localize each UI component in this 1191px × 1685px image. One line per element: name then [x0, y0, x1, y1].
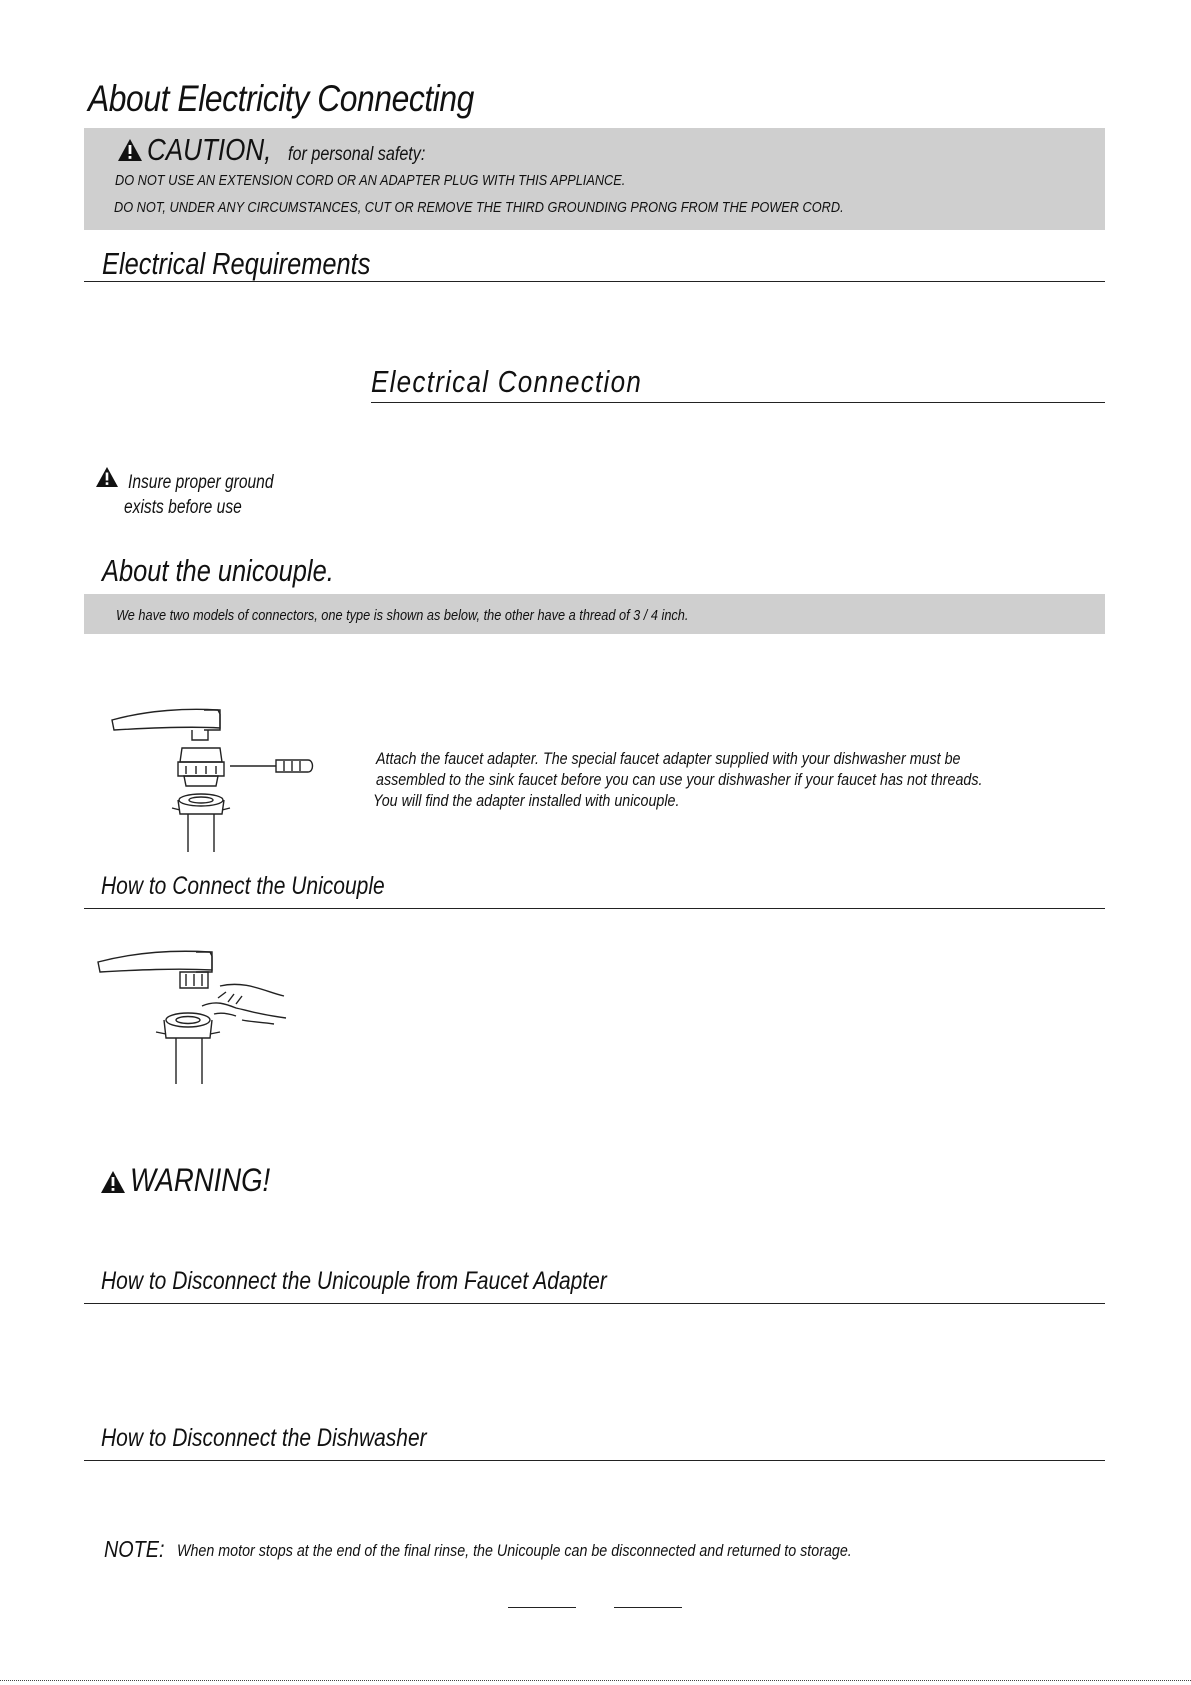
page-bottom-border	[0, 1680, 1191, 1681]
note-text: When motor stops at the end of the final rinse, the Unicouple can be disconnected and returned to storage.	[177, 1541, 852, 1560]
ground-note-line-2: exists before use	[124, 497, 242, 518]
caution-label: CAUTION,	[147, 132, 272, 167]
caution-suffix: for personal safety:	[288, 144, 426, 165]
page-title: About Electricity Connecting	[88, 78, 474, 119]
adapter-text-line-1: Attach the faucet adapter. The special faucet adapter supplied with your dishwasher must be	[376, 749, 961, 768]
adapter-text-line-2: assembled to the sink faucet before you can use your dishwasher if your faucet has not threads.	[376, 770, 983, 789]
warning-icon	[100, 1170, 126, 1194]
caution-heading	[117, 132, 450, 168]
connect-heading: How to Connect the Unicouple	[101, 872, 385, 900]
electrical-requirements-heading: Electrical Requirements	[102, 246, 371, 281]
disconnect-adapter-heading: How to Disconnect the Unicouple from Faucet Adapter	[101, 1267, 607, 1295]
section-rule	[371, 402, 1105, 403]
page-number-line-left	[508, 1607, 576, 1608]
warning-icon	[95, 466, 119, 488]
section-rule	[84, 1303, 1105, 1304]
ground-note-line-1: Insure proper ground	[128, 472, 274, 493]
section-rule	[84, 1460, 1105, 1461]
connect-unicouple-illustration	[96, 944, 296, 1086]
warning-icon	[117, 138, 143, 162]
section-rule	[84, 908, 1105, 909]
adapter-text-line-3: You will find the adapter installed with unicouple.	[373, 791, 680, 810]
disconnect-dishwasher-heading: How to Disconnect the Dishwasher	[101, 1424, 427, 1452]
note-label: NOTE:	[104, 1536, 165, 1562]
caution-line-2: DO NOT, UNDER ANY CIRCUMSTANCES, CUT OR REMOVE THE THIRD GROUNDING PRONG FROM THE POWER CORD.	[114, 199, 844, 216]
unicouple-banner-text: We have two models of connectors, one type is shown as below, the other have a thread of 3 / 4 inch.	[116, 607, 689, 624]
page-number-line-right	[614, 1607, 682, 1608]
electrical-connection-heading: Electrical Connection	[371, 364, 643, 399]
faucet-adapter-illustration	[108, 704, 348, 854]
warning-label: WARNING!	[130, 1162, 271, 1198]
unicouple-heading: About the unicouple.	[102, 553, 334, 588]
section-rule	[84, 281, 1105, 282]
caution-line-1: DO NOT USE AN EXTENSION CORD OR AN ADAPTER PLUG WITH THIS APPLIANCE.	[115, 172, 626, 189]
